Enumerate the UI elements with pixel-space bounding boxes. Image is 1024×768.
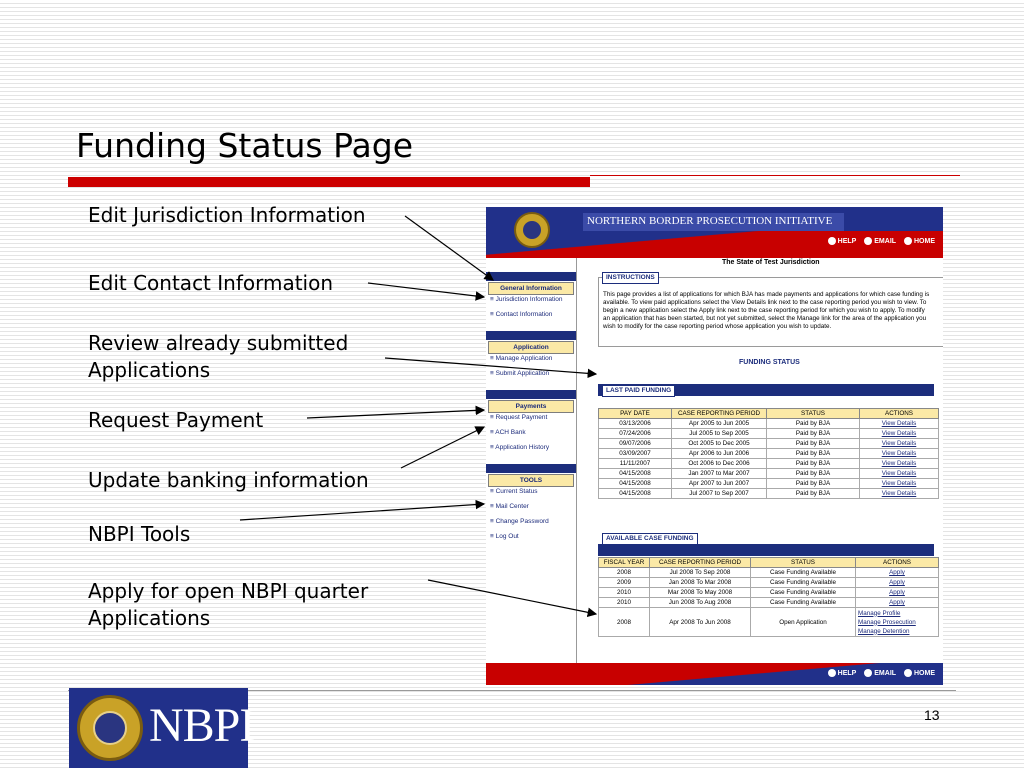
action-link[interactable]: View Details (860, 449, 939, 459)
instructions-tab: INSTRUCTIONS (602, 272, 659, 284)
table-cell: 2010 (599, 588, 650, 598)
table-cell: Jul 2008 To Sep 2008 (650, 568, 751, 578)
sidebar-item-contact[interactable]: ≡ Contact Information (490, 311, 553, 318)
manage-profile-link[interactable]: Manage Profile (858, 609, 901, 617)
column-header: ACTIONS (856, 558, 939, 568)
table-cell: Apr 2006 to Jun 2006 (672, 449, 767, 459)
table-cell: Oct 2005 to Dec 2005 (672, 439, 767, 449)
column-header: PAY DATE (599, 409, 672, 419)
last-paid-tab: LAST PAID FUNDING (602, 385, 675, 397)
instructions-text: This page provides a list of applications for which BJA has made payments and applications for which case funding is available. To view paid applications select the View Details link next to the case reporting period you wish to view. To begin a new application select the Apply link next to the case reporting period for which you wish to apply. To modify an application that has been started, but not yet submitted, select the Manage link for the area of the application you wish to modify for the case reporting period whose application you wish to update. (603, 291, 930, 330)
manage-detention-link[interactable]: Manage Detention (858, 627, 910, 635)
table-cell: Mar 2008 To May 2008 (650, 588, 751, 598)
column-header: FISCAL YEAR (599, 558, 650, 568)
table-cell: Paid by BJA (767, 449, 860, 459)
page-number: 13 (924, 707, 940, 723)
help-link[interactable]: HELP (828, 238, 857, 245)
arrow-tools (240, 504, 484, 520)
sidebar-item-application-history[interactable]: ≡ Application History (490, 444, 550, 451)
table-cell: Paid by BJA (767, 419, 860, 429)
home-link[interactable]: HOME (904, 238, 935, 245)
action-link[interactable]: View Details (860, 429, 939, 439)
arrow-review (385, 358, 596, 374)
table-cell: Jul 2007 to Sep 2007 (672, 489, 767, 499)
manage-prosecution-link[interactable]: Manage Prosecution (858, 618, 916, 626)
action-link[interactable]: View Details (860, 489, 939, 499)
table-cell: Case Funding Available (751, 568, 856, 578)
table-cell: Case Funding Available (751, 588, 856, 598)
table-cell: Paid by BJA (767, 489, 860, 499)
arrow-banking (401, 427, 484, 468)
page-heading: The State of Test Jurisdiction (722, 259, 820, 266)
callout-update-banking: Update banking information (88, 468, 369, 492)
arrow-apply (428, 580, 596, 614)
table-cell: Paid by BJA (767, 429, 860, 439)
callout-review-applications: Review already submitted Applications (88, 331, 349, 382)
column-header: ACTIONS (860, 409, 939, 419)
footer-home-link[interactable]: HOME (904, 670, 935, 677)
action-link[interactable]: View Details (860, 419, 939, 429)
table-cell: 2010 (599, 598, 650, 608)
table-cell: Jan 2007 to Mar 2007 (672, 469, 767, 479)
table-cell: Oct 2006 to Dec 2006 (672, 459, 767, 469)
sidebar-item-mail-center[interactable]: ≡ Mail Center (490, 503, 529, 510)
table-cell: Apr 2007 to Jun 2007 (672, 479, 767, 489)
callout-edit-jurisdiction: Edit Jurisdiction Information (88, 203, 366, 227)
nav-head-tools: TOOLS (488, 474, 574, 487)
callout-request-payment: Request Payment (88, 408, 264, 432)
action-link[interactable]: View Details (860, 469, 939, 479)
action-link[interactable]: Apply (856, 588, 939, 598)
sidebar-item-request-payment[interactable]: ≡ Request Payment (490, 414, 548, 421)
slide-title: Funding Status Page (76, 126, 414, 165)
column-header: CASE REPORTING PERIOD (650, 558, 751, 568)
callout-nbpi-tools: NBPI Tools (88, 522, 191, 546)
table-cell: Apr 2008 To Jun 2008 (650, 608, 751, 637)
table-cell: 04/15/2008 (599, 479, 672, 489)
action-link[interactable]: Apply (856, 598, 939, 608)
table-cell: Case Funding Available (751, 598, 856, 608)
table-cell: Paid by BJA (767, 439, 860, 449)
doj-seal-icon (77, 695, 143, 761)
table-cell: Jan 2008 To Mar 2008 (650, 578, 751, 588)
funding-status-label: FUNDING STATUS (739, 359, 800, 366)
table-cell: Jun 2008 To Aug 2008 (650, 598, 751, 608)
footer-help-link[interactable]: HELP (828, 670, 857, 677)
nav-head-application: Application (488, 341, 574, 354)
table-cell: Paid by BJA (767, 459, 860, 469)
sidebar-item-jurisdiction[interactable]: ≡ Jurisdiction Information (490, 296, 563, 303)
action-link[interactable]: Apply (856, 568, 939, 578)
table-cell: 03/09/2007 (599, 449, 672, 459)
callout-apply-open: Apply for open NBPI quarter Applications (88, 579, 369, 630)
footer-email-link[interactable]: EMAIL (864, 670, 896, 677)
table-cell: Apr 2005 to Jun 2005 (672, 419, 767, 429)
table-cell: 2008 (599, 568, 650, 578)
column-header: STATUS (751, 558, 856, 568)
table-cell: 2008 (599, 608, 650, 637)
table-cell: Paid by BJA (767, 479, 860, 489)
action-link[interactable]: View Details (860, 439, 939, 449)
table-cell: 04/15/2008 (599, 469, 672, 479)
arrow-contact (368, 283, 484, 297)
nav-head-payments: Payments (488, 400, 574, 413)
logo-text: NBPI (149, 699, 255, 752)
table-cell: Jul 2005 to Sep 2005 (672, 429, 767, 439)
table-cell: 11/11/2007 (599, 459, 672, 469)
table-cell: Case Funding Available (751, 578, 856, 588)
sidebar-item-ach-bank[interactable]: ≡ ACH Bank (490, 429, 526, 436)
sidebar-item-manage-application[interactable]: ≡ Manage Application (490, 355, 553, 362)
available-tab: AVAILABLE CASE FUNDING (602, 533, 698, 545)
column-header: CASE REPORTING PERIOD (672, 409, 767, 419)
sidebar-item-current-status[interactable]: ≡ Current Status (490, 488, 538, 495)
table-cell: 04/15/2008 (599, 489, 672, 499)
action-link[interactable]: Apply (856, 578, 939, 588)
column-header: STATUS (767, 409, 860, 419)
action-link[interactable]: View Details (860, 479, 939, 489)
table-cell: 03/13/2006 (599, 419, 672, 429)
table-cell: Paid by BJA (767, 469, 860, 479)
arrow-jurisdiction (405, 216, 493, 280)
nav-head-general: General Information (488, 282, 574, 295)
sidebar-item-log-out[interactable]: ≡ Log Out (490, 533, 519, 540)
sidebar-item-submit-application[interactable]: ≡ Submit Application (490, 370, 550, 377)
banner-title: NORTHERN BORDER PROSECUTION INITIATIVE (583, 213, 844, 231)
email-link[interactable]: EMAIL (864, 238, 896, 245)
table-cell: 09/07/2006 (599, 439, 672, 449)
callout-edit-contact: Edit Contact Information (88, 271, 334, 295)
arrow-request-payment (307, 410, 484, 418)
sidebar-item-change-password[interactable]: ≡ Change Password (490, 518, 549, 525)
table-cell: 07/24/2006 (599, 429, 672, 439)
nbpi-logo (69, 688, 255, 768)
action-link[interactable]: View Details (860, 459, 939, 469)
table-cell: Open Application (751, 608, 856, 637)
table-cell: 2009 (599, 578, 650, 588)
